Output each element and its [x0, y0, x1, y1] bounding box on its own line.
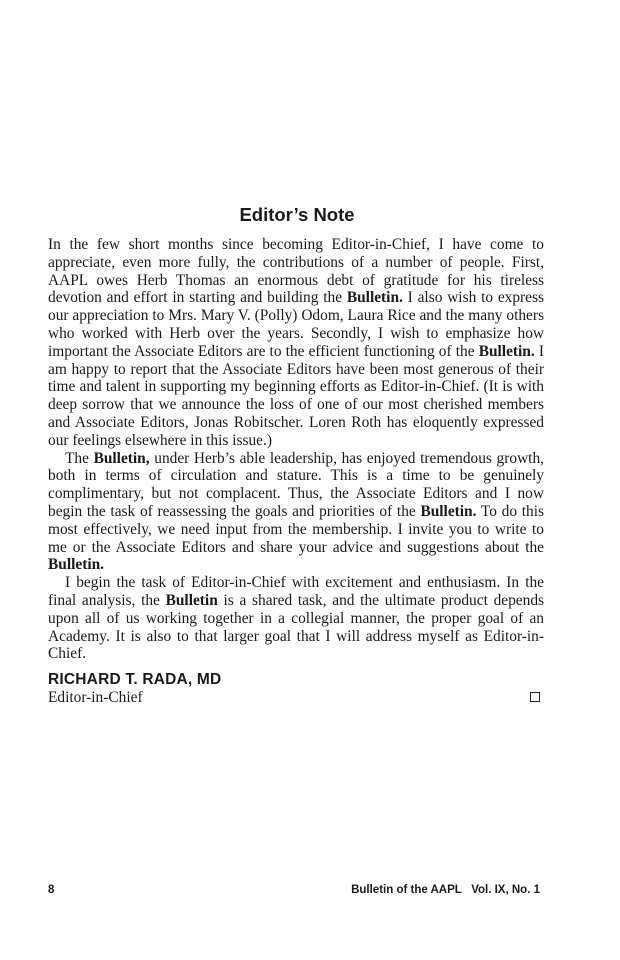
text-run: I am happy to report that the Associate Editors have been most generous of their time and talent in supporting my beginning efforts as Editor-in-Chief. (It is with deep sorrow that we announce the loss of one of our most cherished members and Associate Editors, Jonas Robitscher. Loren Roth has eloquently expressed our feelings elsewhere in this issue.)	[48, 342, 544, 449]
text-run: I begin the task of Editor-in-Chief with excitement and enthusiasm. In the final analysis, the	[48, 574, 544, 609]
article-body	[48, 236, 544, 663]
journal-citation: Bulletin of the AAPL Vol. IX, No. 1	[351, 884, 540, 896]
text-run: under Herb’s able leadership, has enjoyed tremendous growth, both in terms of circulation and stature. This is a time to be genuinely complimentary, but not complacent. Thus, the Associate Editors and I now begin the task of reassessing the goals and priorities of the	[48, 449, 545, 520]
bulletin-title-ref: Bulletin,	[93, 449, 150, 467]
paragraph	[48, 236, 544, 450]
bulletin-title-ref: Bulletin.	[346, 289, 403, 307]
article-title: Editor’s Note	[239, 204, 355, 225]
author-name: RICHARD T. RADA, MD	[48, 671, 222, 688]
bulletin-title-ref: Bulletin.	[478, 342, 535, 360]
text-run: To do this most effectively, we need input from the membership. I invite you to write to me or the Associate Editors and share your advice and suggestions about the	[48, 502, 545, 556]
text-run: I also wish to express our appreciation to Mrs. Mary V. (Polly) Odom, Laura Rice and the many others who worked with Herb over the years. Secondly, I wish to emphasize how important the Associate Editors are to the efficient functioning of the	[48, 289, 544, 360]
bulletin-title-ref: Bulletin.	[48, 556, 105, 574]
text-run: In the few short months since becoming Editor-in-Chief, I have come to appreciate, even more fully, the contributions of a number of people. First, AAPL owes Herb Thomas an enormous debt of gratitude for his tireless devotion and effort in starting and building the	[48, 236, 544, 307]
text-run: is a shared task, and the ultimate product depends upon all of us working together in a collegial manner, the proper goal of an Academy. It is also to that larger goal that I will address myself as Editor-in-Chief.	[48, 591, 545, 663]
text-run: The	[65, 449, 94, 467]
author-role: Editor-in-Chief	[48, 689, 143, 706]
paragraph	[48, 450, 544, 575]
bulletin-title-ref: Bulletin	[165, 591, 218, 609]
end-of-article-square-icon	[530, 692, 540, 702]
paragraph	[48, 574, 544, 663]
bulletin-title-ref: Bulletin.	[420, 502, 477, 520]
page-number: 8	[48, 884, 55, 896]
